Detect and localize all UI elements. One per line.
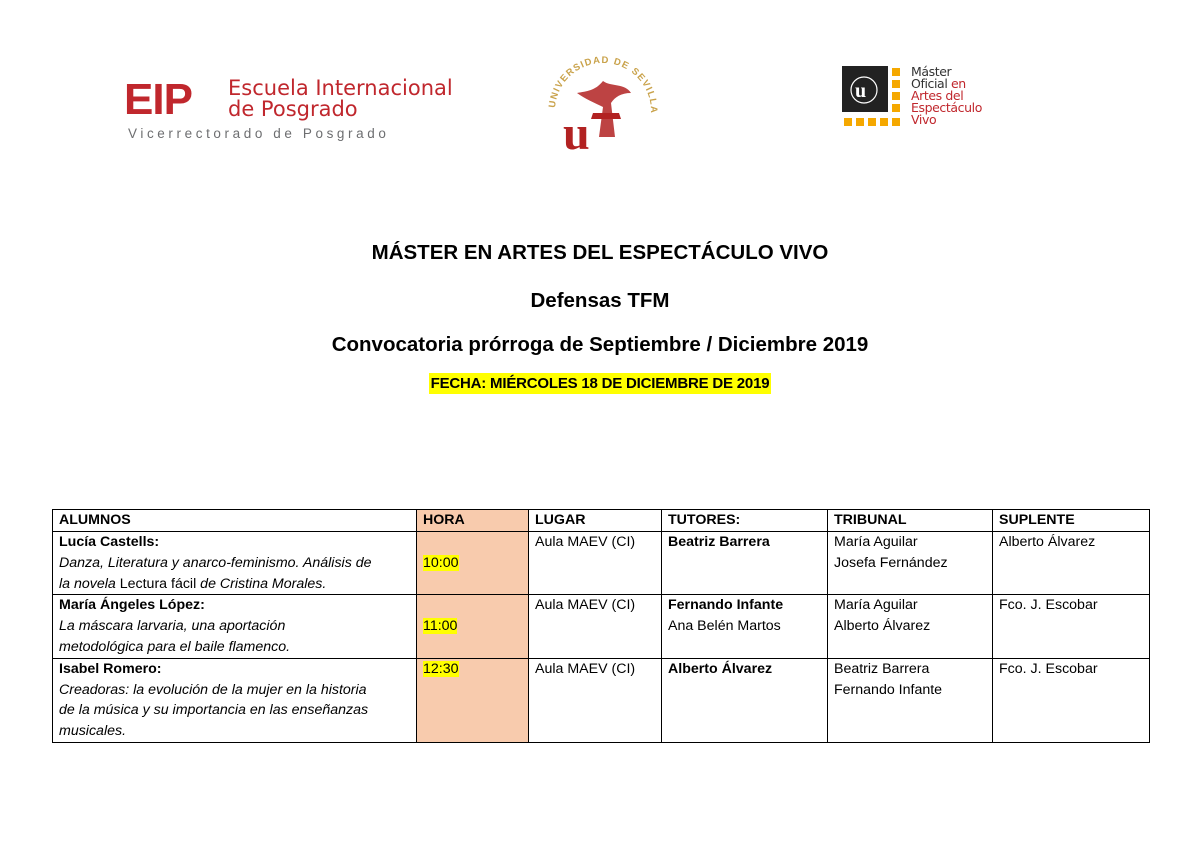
maev-logo (842, 66, 992, 132)
table-row (53, 595, 1150, 658)
fecha-highlight: FECHA: MIÉRCOLES 18 DE DICIEMBRE DE 2019 (430, 375, 770, 392)
defense-schedule-table (52, 509, 1150, 743)
tribunal-member: Alberto Álvarez (834, 618, 931, 635)
thesis-title-line: musicales. (59, 723, 127, 740)
tutors-cell (662, 532, 828, 595)
maev-logo-line4: Espectáculo (911, 100, 982, 115)
student-name: María Ángeles López: (59, 597, 205, 614)
tribunal-member: María Aguilar (834, 534, 918, 550)
page-subtitle: Defensas TFM (530, 289, 670, 312)
eip-logo-name-line1: Escuela Internacional (228, 76, 453, 100)
maev-logo-line2b: en (950, 76, 966, 91)
maev-logo-line3: Artes del (911, 88, 964, 103)
tutors-cell (662, 658, 828, 742)
tribunal-cell (828, 532, 993, 595)
thesis-title-line: la novela (59, 575, 120, 592)
eip-logo-letters: EIP (124, 75, 192, 124)
thesis-title-line: metodológica para el baile flamenco. (59, 638, 291, 655)
maev-logo-line1: Máster (911, 64, 952, 79)
place-cell: Aula MAEV (CI) (529, 658, 662, 742)
tutor-name: Fernando Infante (668, 597, 784, 614)
student-name: Isabel Romero: (59, 660, 162, 677)
universidad-sevilla-ring-text: UNIVERSIDAD DE SEVILLA (547, 54, 660, 115)
tutor-name: Ana Belén Martos (668, 618, 781, 635)
tutor-name: Beatriz Barrera (668, 534, 770, 550)
time-value: 12:30 (423, 660, 459, 677)
maev-logo-line2a: Oficial (911, 76, 948, 91)
maev-logo-text (911, 66, 982, 126)
thesis-title-line: Danza, Literatura y anarco-feminismo. Análisis de (59, 554, 372, 571)
fecha-line (0, 375, 1200, 393)
table-row (53, 658, 1150, 742)
page-title: MÁSTER EN ARTES DEL ESPECTÁCULO VIVO (371, 241, 829, 264)
tribunal-member: Fernando Infante (834, 681, 943, 698)
header-hora: HORA (417, 510, 529, 532)
tribunal-member: Beatriz Barrera (834, 660, 930, 677)
student-cell (53, 658, 417, 742)
tribunal-cell (828, 595, 993, 658)
tutors-cell (662, 595, 828, 658)
time-cell (417, 658, 529, 742)
student-name: Lucía Castells: (59, 534, 160, 550)
student-cell (53, 532, 417, 595)
svg-text:u: u (855, 80, 867, 102)
thesis-title-line: de la música y su importancia en las enseñanzas (59, 702, 369, 719)
place-cell: Aula MAEV (CI) (529, 532, 662, 595)
thesis-book-title: Lectura fácil (119, 575, 197, 592)
thesis-title-line: de Cristina Morales. (196, 575, 327, 592)
place-cell: Aula MAEV (CI) (529, 595, 662, 658)
tribunal-member: Josefa Fernández (834, 554, 948, 571)
universidad-sevilla-logo (541, 53, 665, 157)
table-row (53, 532, 1150, 595)
eip-logo-subtitle: Vicerrectorado de Posgrado (128, 126, 390, 141)
thesis-title-line: Creadoras: la evolución de la mujer en la historia (59, 681, 367, 698)
eip-logo-name-line2: de Posgrado (228, 97, 358, 121)
time-value: 10:00 (423, 554, 459, 571)
header-tribunal: TRIBUNAL (828, 510, 993, 532)
header-suplente: SUPLENTE (993, 510, 1150, 532)
time-value: 11:00 (423, 618, 458, 635)
time-cell (417, 595, 529, 658)
tribunal-member: María Aguilar (834, 597, 918, 614)
maev-logo-line5: Vivo (911, 112, 937, 127)
universidad-sevilla-monogram: u (563, 107, 590, 157)
table-header-row (53, 510, 1150, 532)
maev-emblem-icon (842, 66, 908, 132)
eip-logo (124, 74, 453, 144)
eip-logo-name (228, 78, 453, 120)
tutor-name: Alberto Álvarez (668, 660, 773, 677)
tribunal-cell (828, 658, 993, 742)
header-lugar: LUGAR (529, 510, 662, 532)
time-cell (417, 532, 529, 595)
header-alumnos: ALUMNOS (53, 510, 417, 532)
suplente-cell: Fco. J. Escobar (993, 658, 1150, 742)
convocatoria-heading: Convocatoria prórroga de Septiembre / Diciembre 2019 (331, 333, 869, 356)
suplente-cell: Fco. J. Escobar (993, 595, 1150, 658)
header-tutores: TUTORES: (662, 510, 828, 532)
suplente-cell: Alberto Álvarez (993, 532, 1150, 595)
thesis-title-line: La máscara larvaria, una aportación (59, 618, 286, 635)
student-cell (53, 595, 417, 658)
universidad-sevilla-seal-icon (541, 53, 665, 157)
